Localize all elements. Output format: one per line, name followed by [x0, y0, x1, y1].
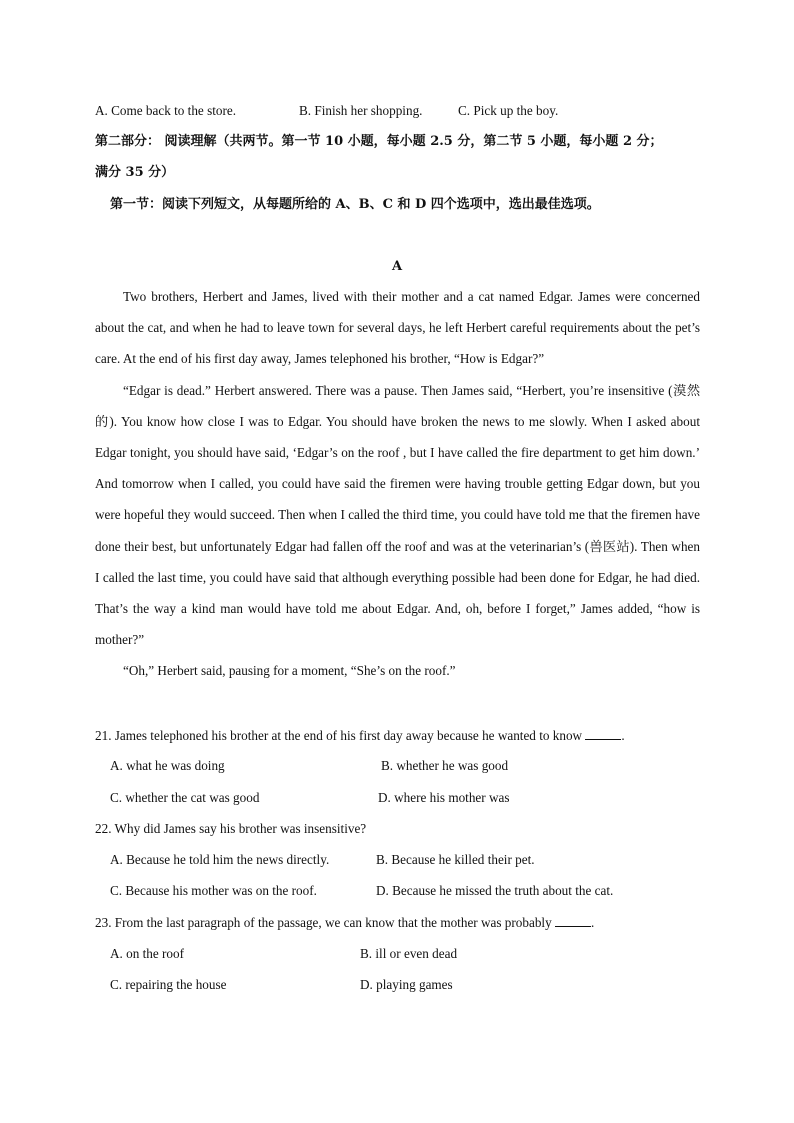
- question-23-end: .: [590, 915, 595, 930]
- question-23-option-d: D. playing games: [360, 977, 453, 992]
- question-21-option-c: C. whether the cat was good: [110, 790, 260, 805]
- part-instruction: 第一节：阅读下列短文，从每题所给的 A、B、C 和 D 四个选项中，选出最佳选项。: [110, 197, 600, 212]
- answer-blank: [555, 915, 591, 927]
- question-21-option-a: A. what he was doing: [110, 758, 225, 773]
- question-22-option-a: A. Because he told him the news directly.: [110, 852, 330, 867]
- question-23-option-c: C. repairing the house: [110, 977, 227, 992]
- question-22-option-c: C. Because his mother was on the roof.: [110, 883, 317, 898]
- question-21-end: .: [621, 728, 625, 743]
- prev-option-a: A. Come back to the store.: [95, 103, 236, 118]
- question-22-option-b: B. Because he killed their pet.: [376, 852, 535, 867]
- passage-paragraph-2: “Edgar is dead.” Herbert answered. There was a pause. Then James said, “Herbert, you’re insensitive (漠然的). You know how close I was to Edgar. You should have broken the news to me slowly. When I asked about Edgar tonight, you should have said, ‘Edgar’s on the roof , but I have called the fire department to get him down.’ And tomorrow when I called, you could have said the firemen were having trouble getting Edgar down, but you were hopeful they would succeed. Then when I called the third time, you could have told me that the firemen have done their best, but unfortunately Edgar had fallen off the roof and was at the veterinarian’s (兽医站). Then when I called the last time, you could have said that although everything possible had been done for Edgar, he had died. That’s the way a kind man would have told me about Edgar. And, oh, before I forget,” James added, “how is mother?”: [95, 382, 700, 648]
- question-23-text: 23. From the last paragraph of the passage, we can know that the mother was probably: [95, 915, 552, 930]
- question-21-option-d: D. where his mother was: [378, 790, 510, 805]
- answer-blank: [585, 728, 621, 740]
- question-21-text: 21. James telephoned his brother at the end of his first day away because he wanted to know: [95, 728, 583, 743]
- prev-option-b: B. Finish her shopping.: [299, 103, 423, 118]
- question-23-option-b: B. ill or even dead: [360, 946, 458, 961]
- passage-label: A: [391, 259, 403, 274]
- question-22-stem: 22. Why did James say his brother was insensitive?: [95, 821, 367, 836]
- passage-body: [95, 281, 700, 687]
- question-23-option-a: A. on the roof: [110, 946, 184, 961]
- section-heading-line1: 第二部分： 阅读理解（共两节。第一节 10 小题，每小题 2.5 分，第二节 5 小题，每小题 2 分；: [95, 134, 663, 149]
- prev-option-c: C. Pick up the boy.: [458, 103, 559, 118]
- question-23-stem: [95, 915, 594, 929]
- question-21-stem: [95, 728, 625, 742]
- passage-paragraph-1: Two brothers, Herbert and James, lived with their mother and a cat named Edgar. James were concerned about the cat, and when he had to leave town for several days, he left Herbert careful requirements about the pet’s care. At the end of his first day away, James telephoned his brother, “How is Edgar?”: [95, 289, 700, 367]
- passage-paragraph-3: “Oh,” Herbert said, pausing for a moment, “She’s on the roof.”: [123, 663, 456, 679]
- question-21-option-b: B. whether he was good: [381, 758, 509, 773]
- section-heading-line2: 满分 35 分）: [95, 165, 175, 180]
- question-22-option-d: D. Because he missed the truth about the cat.: [376, 883, 614, 898]
